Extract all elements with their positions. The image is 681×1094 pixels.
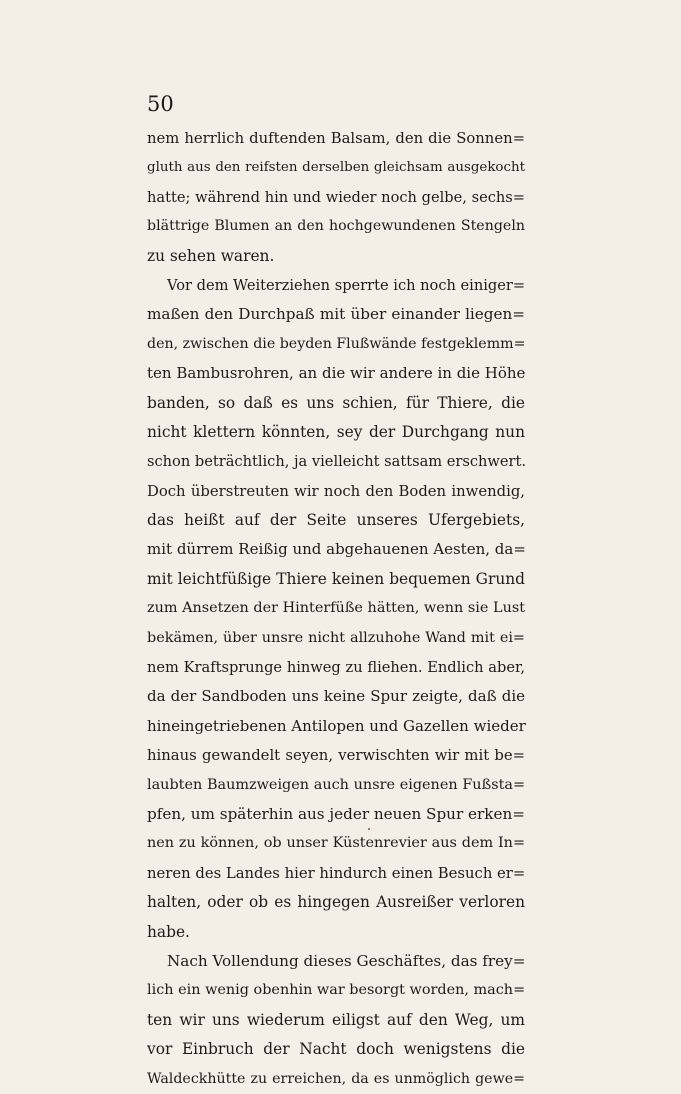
text-line: ten wir uns wiederum eiligst auf den Weg, um: [147, 1010, 525, 1029]
text-line: neren des Landes hier hindurch einen Besuch er=: [147, 864, 526, 882]
text-line: hinaus gewandelt seyen, verwischten wir mit be=: [147, 747, 525, 765]
text-line: Vor dem Weiterziehen sperrte ich noch einiger=: [167, 276, 526, 294]
text-line: mit dürrem Reißig und abgehauenen Aesten, da=: [147, 540, 526, 559]
text-line: laubten Baumzweigen auch unsre eigenen Fußsta=: [147, 776, 525, 793]
text-line: Doch überstreuten wir noch den Boden inwendig,: [147, 482, 525, 500]
text-line: nem herrlich duftenden Balsam, den die Sonnen=: [147, 130, 525, 147]
text-line: hatte; während hin und wieder noch gelbe, sechs=: [147, 188, 525, 206]
text-line: nen zu können, ob unser Küstenrevier aus dem In=: [147, 835, 525, 852]
text-line: vor Einbruch der Nacht doch wenigstens die: [147, 1040, 525, 1059]
text-line: habe.: [147, 922, 190, 941]
text-line: da der Sandboden uns keine Spur zeigte, daß die: [147, 687, 525, 706]
text-line: schon beträchtlich, ja vielleicht sattsam erschwert.: [147, 453, 527, 471]
text-line: blättrige Blumen an den hochgewundenen Stengeln: [147, 218, 525, 235]
text-line: Waldeckhütte zu erreichen, da es unmöglich gewe=: [147, 1070, 525, 1087]
text-line: maßen den Durchpaß mit über einander liegen=: [147, 305, 525, 324]
text-line: zu sehen waren.: [147, 246, 275, 265]
text-line: lich ein wenig obenhin war besorgt worden, mach=: [147, 982, 526, 999]
text-line: banden, so daß es uns schien, für Thiere, die: [147, 393, 525, 412]
text-line: bekämen, über unsre nicht allzuhohe Wand mit ei=: [147, 629, 525, 646]
text-line: nicht klettern könnten, sey der Durchgang nun: [147, 422, 525, 441]
text-line: den, zwischen die beyden Flußwände festgeklemm=: [147, 335, 526, 352]
ink-speck: [368, 828, 370, 830]
text-line: hineingetriebenen Antilopen und Gazellen wieder: [147, 716, 526, 735]
text-line: das heißt auf der Seite unseres Ufergebiets,: [147, 511, 525, 530]
body-text: [147, 124, 525, 1094]
text-line: pfen, um späterhin aus jeder neuen Spur erken=: [147, 804, 525, 823]
text-line: Nach Vollendung dieses Geschäftes, das frey=: [167, 951, 526, 970]
text-line: gluth aus den reifsten derselben gleichsam ausgekocht: [147, 160, 525, 176]
text-line: ten Bambusrohren, an die wir andere in die Höhe: [147, 364, 526, 383]
text-line: halten, oder ob es hingegen Ausreißer verloren: [147, 893, 525, 912]
page-number: 50: [147, 92, 174, 116]
text-line: zum Ansetzen der Hinterfüße hätten, wenn sie Lust: [147, 600, 525, 617]
text-line: nem Kraftsprunge hinweg zu fliehen. Endlich aber,: [147, 659, 525, 677]
text-line: mit leichtfüßige Thiere keinen bequemen Grund: [147, 569, 525, 588]
